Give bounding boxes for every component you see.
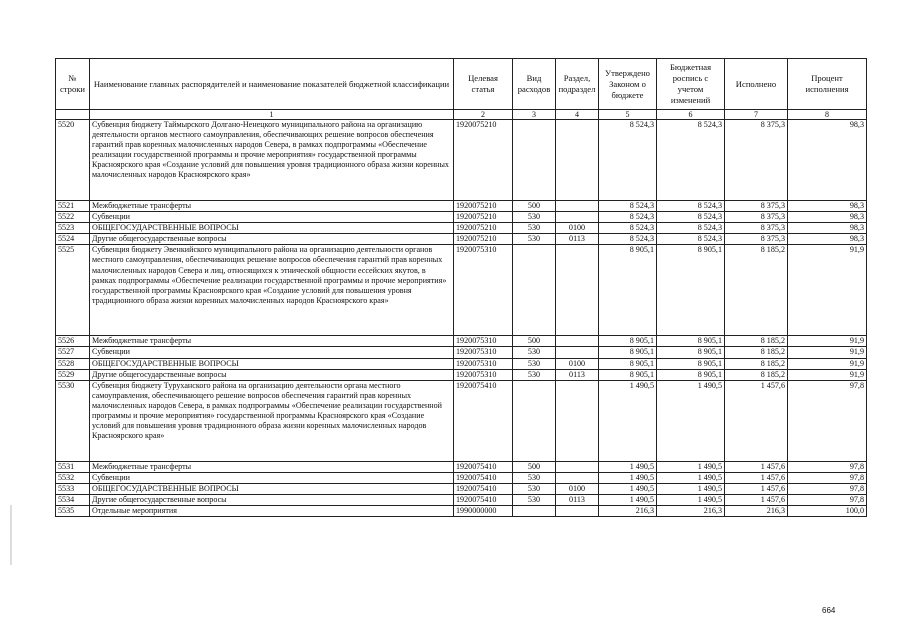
row-plan: 8 524,3 <box>657 201 725 212</box>
row-approved: 1 490,5 <box>599 495 657 506</box>
row-expense-type <box>513 120 556 201</box>
row-section: 0100 <box>556 223 599 234</box>
row-section: 0100 <box>556 483 599 494</box>
table-header-row <box>56 59 867 110</box>
row-percent: 97,8 <box>788 461 867 472</box>
row-target: 1990000000 <box>454 506 513 517</box>
row-expense-type <box>513 506 556 517</box>
row-number: 5532 <box>56 472 90 483</box>
colnum-2: 2 <box>454 110 513 120</box>
row-plan: 1 490,5 <box>657 483 725 494</box>
row-section <box>556 336 599 347</box>
row-approved: 8 524,3 <box>599 234 657 245</box>
row-executed: 1 457,6 <box>725 461 788 472</box>
header-expense-type: Вид расходов <box>513 59 556 110</box>
row-target: 1920075210 <box>454 234 513 245</box>
row-number: 5535 <box>56 506 90 517</box>
header-executed: Исполнено <box>725 59 788 110</box>
header-budget-list: Бюджетная роспись с учетом изменений <box>657 59 725 110</box>
row-executed: 1 457,6 <box>725 495 788 506</box>
colnum-3: 3 <box>513 110 556 120</box>
row-expense-type: 530 <box>513 369 556 380</box>
row-name: Субвенции <box>90 212 454 223</box>
table-row <box>56 212 867 223</box>
page-number: 664 <box>822 606 836 615</box>
table-row <box>56 245 867 336</box>
colnum-8: 8 <box>788 110 867 120</box>
row-percent: 98,3 <box>788 120 867 201</box>
row-section <box>556 212 599 223</box>
row-target: 1920075410 <box>454 495 513 506</box>
row-approved: 8 524,3 <box>599 201 657 212</box>
row-expense-type: 500 <box>513 336 556 347</box>
row-plan: 1 490,5 <box>657 380 725 461</box>
scan-edge-mark <box>10 505 12 565</box>
row-plan: 8 524,3 <box>657 223 725 234</box>
row-name: Субвенция бюджету Туруханского района на организацию деятельности органа местного самоуправления, обеспечивающего решение вопросов обеспечения гарантий прав коренных малочисленных народов Севера, в рамках подпрограммы «Обеспечение реализации государственной программы и прочие мероприятия» государственной программы Красноярского края «Создание условий для повышения уровня традиционного образа жизни коренных малочисленных народов Красноярского края» <box>90 380 454 461</box>
row-percent: 97,8 <box>788 380 867 461</box>
row-name: Другие общегосударственные вопросы <box>90 369 454 380</box>
row-approved: 8 905,1 <box>599 245 657 336</box>
header-approved: Утверждено Законом о бюджете <box>599 59 657 110</box>
row-approved: 1 490,5 <box>599 472 657 483</box>
row-plan: 216,3 <box>657 506 725 517</box>
row-number: 5522 <box>56 212 90 223</box>
row-number: 5525 <box>56 245 90 336</box>
row-target: 1920075210 <box>454 201 513 212</box>
row-name: Отдельные мероприятия <box>90 506 454 517</box>
row-percent: 98,3 <box>788 201 867 212</box>
table-row <box>56 495 867 506</box>
row-number: 5533 <box>56 483 90 494</box>
row-percent: 97,8 <box>788 472 867 483</box>
budget-execution-table <box>55 58 867 517</box>
row-plan: 8 905,1 <box>657 245 725 336</box>
row-target: 1920075310 <box>454 358 513 369</box>
row-percent: 100,0 <box>788 506 867 517</box>
row-executed: 8 185,2 <box>725 245 788 336</box>
colnum-0 <box>56 110 90 120</box>
row-number: 5520 <box>56 120 90 201</box>
colnum-5: 5 <box>599 110 657 120</box>
row-name: Межбюджетные трансферты <box>90 201 454 212</box>
row-section: 0113 <box>556 234 599 245</box>
row-plan: 1 490,5 <box>657 472 725 483</box>
header-section: Раздел, подраздел <box>556 59 599 110</box>
column-number-row <box>56 110 867 120</box>
row-executed: 1 457,6 <box>725 483 788 494</box>
table-row <box>56 234 867 245</box>
row-name: Субвенции <box>90 347 454 358</box>
row-expense-type: 530 <box>513 223 556 234</box>
row-number: 5534 <box>56 495 90 506</box>
row-approved: 8 524,3 <box>599 120 657 201</box>
row-executed: 1 457,6 <box>725 472 788 483</box>
row-number: 5530 <box>56 380 90 461</box>
row-expense-type: 530 <box>513 472 556 483</box>
row-executed: 8 185,2 <box>725 347 788 358</box>
row-number: 5527 <box>56 347 90 358</box>
row-executed: 216,3 <box>725 506 788 517</box>
header-percent: Процент исполнения <box>788 59 867 110</box>
header-target: Целевая статья <box>454 59 513 110</box>
row-target: 1920075210 <box>454 223 513 234</box>
table-row <box>56 483 867 494</box>
row-section <box>556 245 599 336</box>
row-plan: 8 905,1 <box>657 347 725 358</box>
row-section: 0100 <box>556 358 599 369</box>
row-section <box>556 201 599 212</box>
row-number: 5526 <box>56 336 90 347</box>
row-name: Межбюджетные трансферты <box>90 461 454 472</box>
row-executed: 8 185,2 <box>725 358 788 369</box>
row-expense-type: 530 <box>513 212 556 223</box>
row-approved: 216,3 <box>599 506 657 517</box>
row-expense-type <box>513 380 556 461</box>
row-expense-type: 530 <box>513 358 556 369</box>
row-percent: 91,9 <box>788 347 867 358</box>
row-approved: 1 490,5 <box>599 380 657 461</box>
row-percent: 91,9 <box>788 245 867 336</box>
row-percent: 91,9 <box>788 358 867 369</box>
row-approved: 8 524,3 <box>599 212 657 223</box>
row-number: 5529 <box>56 369 90 380</box>
colnum-7: 7 <box>725 110 788 120</box>
row-section <box>556 347 599 358</box>
row-number: 5531 <box>56 461 90 472</box>
row-plan: 1 490,5 <box>657 495 725 506</box>
row-executed: 8 375,3 <box>725 212 788 223</box>
row-section: 0113 <box>556 369 599 380</box>
row-target: 1920075310 <box>454 369 513 380</box>
row-name: Другие общегосударственные вопросы <box>90 495 454 506</box>
row-target: 1920075310 <box>454 347 513 358</box>
row-name: Межбюджетные трансферты <box>90 336 454 347</box>
row-percent: 91,9 <box>788 336 867 347</box>
header-row-no: № строки <box>56 59 90 110</box>
row-name: ОБЩЕГОСУДАРСТВЕННЫЕ ВОПРОСЫ <box>90 358 454 369</box>
row-percent: 98,3 <box>788 223 867 234</box>
row-section <box>556 472 599 483</box>
row-executed: 1 457,6 <box>725 380 788 461</box>
row-approved: 8 905,1 <box>599 336 657 347</box>
row-number: 5524 <box>56 234 90 245</box>
table-row <box>56 472 867 483</box>
row-name: Субвенция бюджету Эвенкийского муниципального района на организацию деятельности органов местного самоуправления, обеспечивающих решение вопросов обеспечения гарантий прав коренных малочисленных народов Севера и лиц, относящихся к этнической общности ессейских якутов, в рамках подпрограммы «Обеспечение реализации государственной программы и прочие мероприятия» государственной программы Красноярского края «Создание условий для повышения уровня традиционного образа жизни коренных малочисленных народов Красноярского края» <box>90 245 454 336</box>
table-row <box>56 201 867 212</box>
table-row <box>56 461 867 472</box>
table-row <box>56 223 867 234</box>
row-plan: 8 524,3 <box>657 212 725 223</box>
row-number: 5523 <box>56 223 90 234</box>
row-name: Субвенции <box>90 472 454 483</box>
row-target: 1920075310 <box>454 245 513 336</box>
row-name: ОБЩЕГОСУДАРСТВЕННЫЕ ВОПРОСЫ <box>90 223 454 234</box>
table-row <box>56 380 867 461</box>
row-number: 5528 <box>56 358 90 369</box>
row-percent: 91,9 <box>788 369 867 380</box>
row-name: Другие общегосударственные вопросы <box>90 234 454 245</box>
header-name: Наименование главных распорядителей и наименование показателей бюджетной классификации <box>90 59 454 110</box>
table-row <box>56 358 867 369</box>
row-percent: 98,3 <box>788 234 867 245</box>
colnum-1: 1 <box>90 110 454 120</box>
row-expense-type: 530 <box>513 483 556 494</box>
table-row <box>56 369 867 380</box>
row-executed: 8 375,3 <box>725 201 788 212</box>
row-executed: 8 375,3 <box>725 120 788 201</box>
row-expense-type <box>513 245 556 336</box>
row-executed: 8 185,2 <box>725 336 788 347</box>
row-percent: 98,3 <box>788 212 867 223</box>
row-target: 1920075410 <box>454 472 513 483</box>
row-target: 1920075210 <box>454 212 513 223</box>
row-approved: 8 905,1 <box>599 369 657 380</box>
row-expense-type: 500 <box>513 461 556 472</box>
table-row <box>56 336 867 347</box>
row-expense-type: 530 <box>513 347 556 358</box>
row-executed: 8 185,2 <box>725 369 788 380</box>
row-approved: 8 905,1 <box>599 347 657 358</box>
row-target: 1920075410 <box>454 461 513 472</box>
row-plan: 8 524,3 <box>657 234 725 245</box>
row-expense-type: 530 <box>513 495 556 506</box>
row-expense-type: 500 <box>513 201 556 212</box>
row-section <box>556 120 599 201</box>
row-target: 1920075410 <box>454 380 513 461</box>
row-approved: 1 490,5 <box>599 461 657 472</box>
row-section <box>556 380 599 461</box>
row-percent: 97,8 <box>788 495 867 506</box>
row-section <box>556 461 599 472</box>
row-section <box>556 506 599 517</box>
row-target: 1920075210 <box>454 120 513 201</box>
row-plan: 8 905,1 <box>657 336 725 347</box>
row-name: ОБЩЕГОСУДАРСТВЕННЫЕ ВОПРОСЫ <box>90 483 454 494</box>
row-name: Субвенция бюджету Таймырского Долгано-Ненецкого муниципального района на организацию деятельности органов местного самоуправления, обеспечивающих решение вопросов обеспечения гарантий прав коренных малочисленных народов Севера, в рамках подпрограммы «Обеспечение реализации государственной программы и прочие мероприятия» государственной программы Красноярского края «Создание условий для повышения уровня традиционного образа жизни коренных малочисленных народов Красноярского края» <box>90 120 454 201</box>
row-plan: 8 905,1 <box>657 358 725 369</box>
row-section: 0113 <box>556 495 599 506</box>
table-row <box>56 506 867 517</box>
row-plan: 8 905,1 <box>657 369 725 380</box>
row-plan: 8 524,3 <box>657 120 725 201</box>
row-percent: 97,8 <box>788 483 867 494</box>
table-row <box>56 347 867 358</box>
colnum-6: 6 <box>657 110 725 120</box>
row-executed: 8 375,3 <box>725 223 788 234</box>
colnum-4: 4 <box>556 110 599 120</box>
row-approved: 1 490,5 <box>599 483 657 494</box>
row-plan: 1 490,5 <box>657 461 725 472</box>
table-row <box>56 120 867 201</box>
row-approved: 8 524,3 <box>599 223 657 234</box>
row-executed: 8 375,3 <box>725 234 788 245</box>
row-expense-type: 530 <box>513 234 556 245</box>
row-target: 1920075310 <box>454 336 513 347</box>
row-number: 5521 <box>56 201 90 212</box>
row-approved: 8 905,1 <box>599 358 657 369</box>
row-target: 1920075410 <box>454 483 513 494</box>
